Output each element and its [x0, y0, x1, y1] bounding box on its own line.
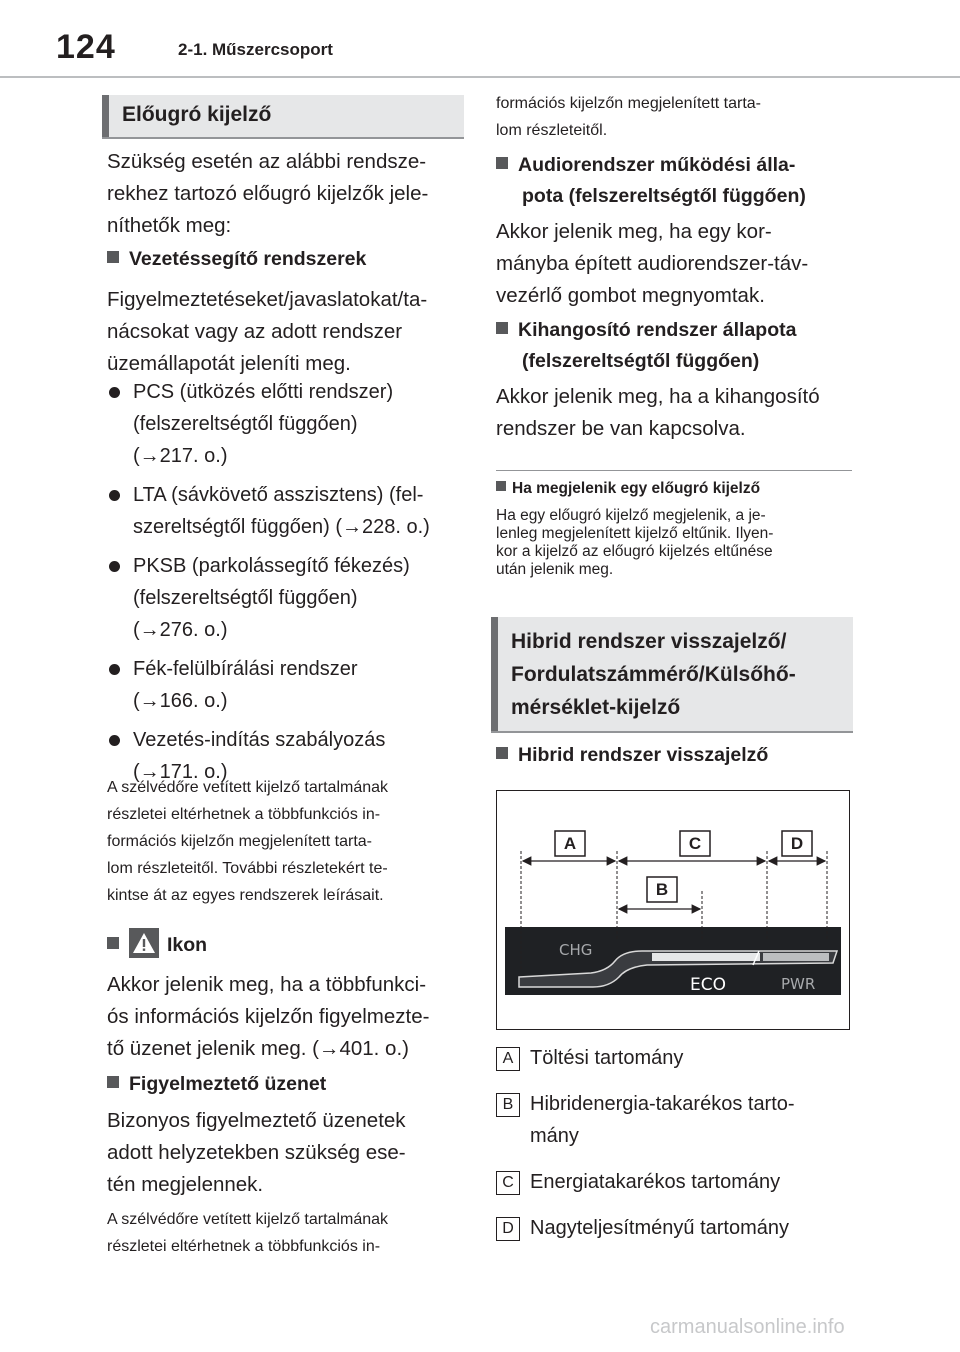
heading-driving-assist: [107, 244, 462, 275]
chg-label: CHG: [559, 941, 593, 959]
para-line: Akkor jelenik meg, ha a kihangosító: [496, 385, 820, 408]
legend-key-d: D: [496, 1217, 520, 1241]
bullet-line: (→166. o.): [133, 690, 228, 712]
legend-text: Energiatakarékos tartomány: [530, 1171, 781, 1193]
note-line: részletei eltérhetnek a többfunkciós in-: [107, 1238, 381, 1255]
list-item: [107, 550, 462, 646]
hybrid-indicator-diagram: [496, 790, 850, 1030]
note-line: A szélvédőre vetített kijelző tartalmának: [107, 779, 389, 796]
bullet-line: (felszereltségtől függően): [133, 413, 358, 435]
diagram-label-c: C: [688, 834, 702, 853]
note-line: formációs kijelzőn megjelenített tarta-: [496, 95, 761, 112]
para-line: Akkor jelenik meg, ha egy kor-: [496, 220, 772, 243]
divider: [496, 470, 852, 471]
heading-hybrid-indicator: [496, 740, 856, 771]
intro-line: rekhez tartozó előugró kijelzők jele-: [107, 182, 429, 205]
page-number: 124: [56, 28, 116, 66]
section-bar: [102, 95, 109, 137]
section-title-line: Fordulatszámmérő/Külsőhő-: [511, 663, 796, 686]
bullet-line: Fék-felülbírálási rendszer: [133, 658, 358, 680]
diagram-label-a: A: [563, 834, 577, 853]
para-line: rendszer be van kapcsolva.: [496, 417, 746, 440]
square-marker-icon: [496, 747, 508, 759]
small-line: után jelenik meg.: [496, 561, 614, 578]
note-hud-details: [107, 774, 467, 909]
legend-item: [496, 1166, 856, 1198]
small-heading-text: Ha megjelenik egy előugró kijelző: [512, 480, 761, 497]
handsfree-paragraph: [496, 381, 851, 445]
bullet-dot-icon: [109, 735, 120, 746]
legend-item: [496, 1088, 856, 1152]
legend-text: Töltési tartomány: [530, 1047, 684, 1069]
diagram-label-d: D: [790, 834, 804, 853]
para-line: Figyelmeztetéseket/javaslatokat/ta-: [107, 288, 428, 311]
intro-line: Szükség esetén az alábbi rendsze-: [107, 150, 427, 173]
square-marker-icon: [496, 481, 506, 491]
para-line: vezérlő gombot megnyomtak.: [496, 284, 765, 307]
heading-text: Kihangosító rendszer állapota: [518, 319, 797, 341]
para-line: tő üzenet jelenik meg. (→401. o.): [107, 1037, 409, 1060]
bullet-dot-icon: [109, 664, 120, 675]
heading-text: Figyelmeztető üzenet: [129, 1073, 327, 1095]
square-marker-icon: [107, 1076, 119, 1088]
diagram-label-b: B: [655, 880, 669, 899]
header-section-title: 2-1. Műszercsoport: [178, 40, 333, 59]
bullet-line: LTA (sávkövető asszisztens) (fel-: [133, 484, 424, 506]
square-marker-icon: [496, 322, 508, 334]
note-line: formációs kijelzőn megjelenített tarta-: [107, 833, 372, 850]
watermark: carmanualsonline.info: [650, 1316, 845, 1338]
heading-text: Audiorendszer működési álla-: [518, 154, 796, 176]
note-continued: [496, 90, 856, 144]
bullet-line: szereltségtől függően) (→228. o.): [133, 516, 430, 538]
audio-paragraph: [496, 216, 851, 312]
square-marker-icon: [107, 251, 119, 263]
legend-key-c: C: [496, 1171, 520, 1195]
square-marker-icon: [496, 157, 508, 169]
list-item: [107, 479, 462, 543]
small-line: Ha egy előugró kijelző megjelenik, a je-: [496, 507, 766, 524]
bullet-dot-icon: [109, 387, 120, 398]
heading-audio-status: [496, 150, 856, 212]
para-line: üzemállapotát jeleníti meg.: [107, 352, 351, 375]
section-title-text: Előugró kijelző: [122, 103, 272, 126]
legend-key-b: B: [496, 1093, 520, 1117]
bullet-list: [107, 376, 462, 788]
small-line: lenleg megjelenített kijelző eltűnik. Ilyen-: [496, 525, 774, 542]
legend-item: [496, 1212, 856, 1244]
note-line: A szélvédőre vetített kijelző tartalmának: [107, 1211, 389, 1228]
bullet-line: (felszereltségtől függően): [133, 587, 358, 609]
bullet-dot-icon: [109, 561, 120, 572]
heading-text: (felszereltségtől függően): [522, 350, 760, 372]
para-line: nácsokat vagy az adott rendszer: [107, 320, 403, 343]
header-rule: [0, 76, 960, 78]
heading-text: Hibrid rendszer visszajelző: [518, 744, 769, 766]
section-title-popup: [102, 95, 464, 139]
para-line: Akkor jelenik meg, ha a többfunkci-: [107, 973, 427, 996]
warning-triangle-icon: [129, 928, 159, 958]
driving-assist-paragraph: [107, 284, 462, 380]
intro-line: níthetők meg:: [107, 214, 232, 237]
para-line: adott helyzetekben szükség ese-: [107, 1141, 406, 1164]
eco-label: ECO: [690, 975, 726, 995]
note-hud-details-2: [107, 1206, 467, 1260]
small-heading-popup: [496, 480, 856, 498]
section-bar: [491, 617, 498, 731]
note-line: kintse át az egyes rendszerek leírásait.: [107, 887, 384, 904]
intro-paragraph: [107, 146, 462, 242]
legend-text: mány: [530, 1125, 579, 1147]
diagram-legend: [496, 1042, 856, 1244]
legend-key-a: A: [496, 1047, 520, 1071]
heading-icon: [107, 928, 462, 961]
note-line: részletei eltérhetnek a többfunkciós in-: [107, 806, 381, 823]
bullet-line: (→171. o.): [133, 761, 228, 783]
legend-text: Nagyteljesítményű tartomány: [530, 1217, 790, 1239]
bullet-line: PCS (ütközés előtti rendszer): [133, 381, 394, 403]
para-line: tén megjelennek.: [107, 1173, 264, 1196]
heading-text: pota (felszereltségtől függően): [522, 185, 806, 207]
list-item: [107, 376, 462, 472]
heading-warning-message: [107, 1069, 462, 1100]
small-line: kor a kijelző az előugró kijelzés eltűnése: [496, 543, 773, 560]
section-title-text: [511, 625, 796, 724]
heading-text: Vezetéssegítő rendszerek: [129, 248, 367, 270]
note-line: lom részleteitől.: [496, 122, 608, 139]
para-line: mányba épített audiorendszer-táv-: [496, 252, 809, 275]
para-line: Bizonyos figyelmeztető üzenetek: [107, 1109, 406, 1132]
legend-text: Hibridenergia-takarékos tarto-: [530, 1093, 795, 1115]
note-line: lom részleteitől. További részletekért te-: [107, 860, 388, 877]
heading-handsfree-status: [496, 315, 856, 377]
para-line: ós információs kijelzőn figyelmezte-: [107, 1005, 430, 1028]
bullet-line: PKSB (parkolássegítő fékezés): [133, 555, 410, 577]
square-marker-icon: [107, 937, 119, 949]
legend-item: [496, 1042, 856, 1074]
diagram-svg: [497, 791, 849, 1029]
pwr-label: PWR: [781, 975, 816, 993]
small-paragraph-popup: [496, 507, 856, 579]
bullet-line: (→276. o.): [133, 619, 228, 641]
icon-paragraph: [107, 969, 462, 1065]
section-title-hybrid: [491, 617, 853, 733]
bullet-dot-icon: [109, 490, 120, 501]
bullet-line: (→217. o.): [133, 445, 228, 467]
bullet-line: Vezetés-indítás szabályozás: [133, 729, 386, 751]
warning-message-paragraph: [107, 1105, 462, 1201]
section-title-line: mérséklet-kijelző: [511, 696, 681, 719]
section-title-line: Hibrid rendszer visszajelző/: [511, 630, 787, 653]
heading-text: Ikon: [167, 934, 208, 956]
list-item: [107, 653, 462, 717]
